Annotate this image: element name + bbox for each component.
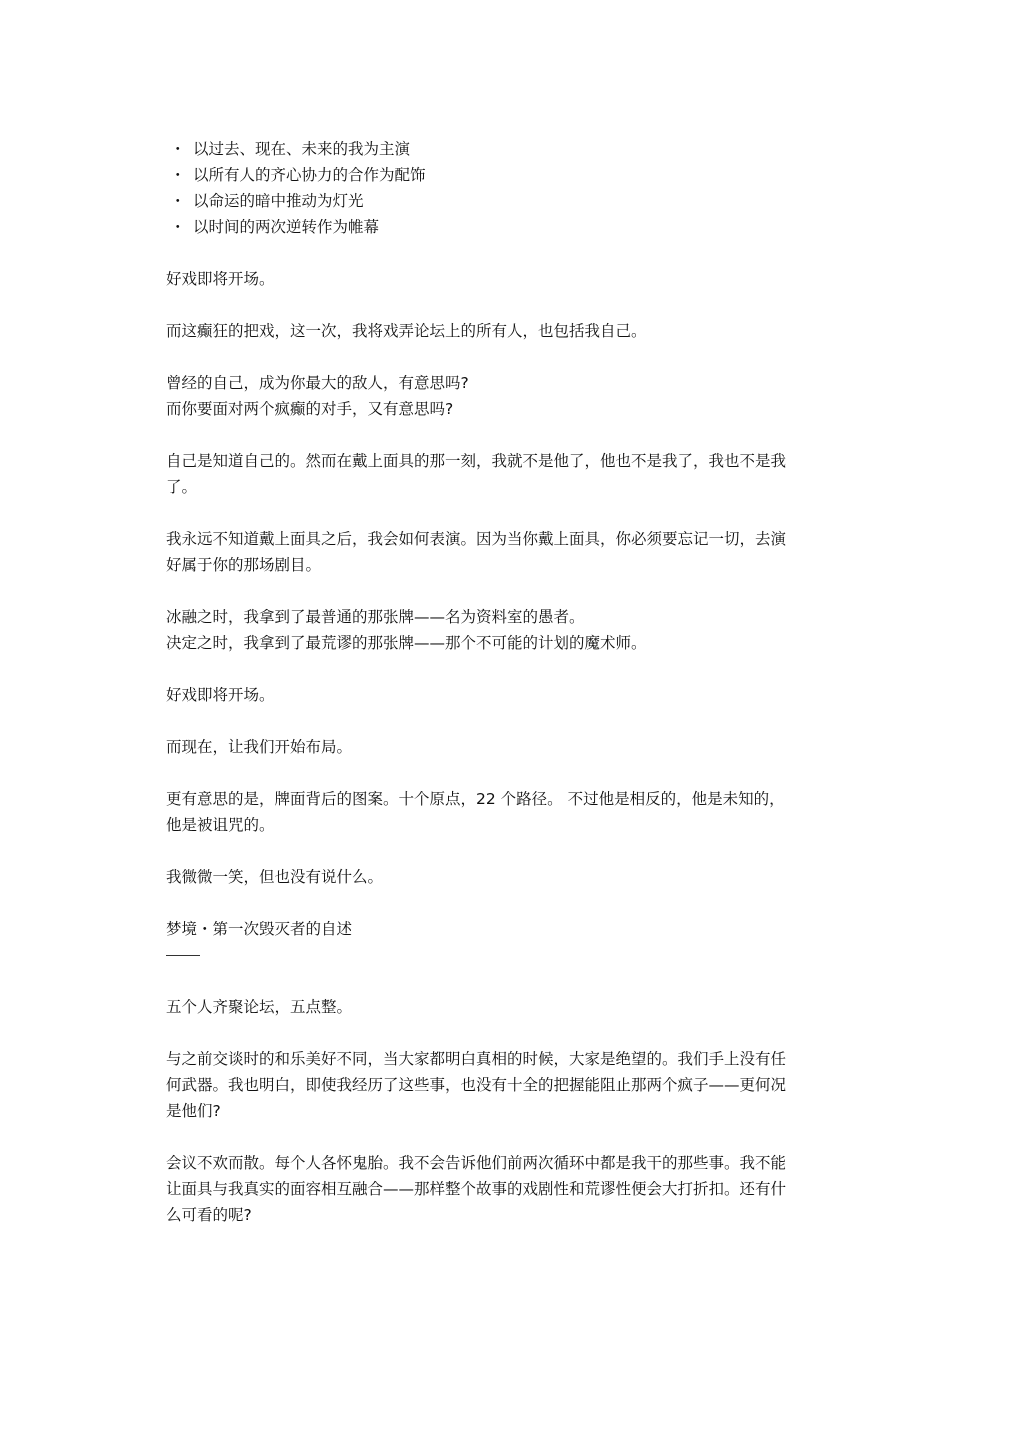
- bullet-item: [166, 162, 866, 188]
- bullet-marker: ・: [170, 218, 186, 236]
- text-line: 了。: [166, 478, 198, 496]
- paragraph: [166, 266, 866, 292]
- bullet-marker: ・: [170, 166, 186, 184]
- paragraph: [166, 786, 866, 838]
- bullet-item: [166, 188, 866, 214]
- bullet-marker: ・: [170, 140, 186, 158]
- section-heading: [166, 916, 866, 942]
- paragraph: [166, 604, 866, 656]
- text-line: 我微微一笑，但也没有说什么。: [166, 868, 384, 886]
- bullet-text: 以所有人的齐心协力的合作为配饰: [193, 166, 426, 184]
- text-line: 让面具与我真实的面容相互融合——那样整个故事的戏剧性和荒谬性便会大打折扣。还有什: [166, 1180, 787, 1198]
- text-line: 好戏即将开场。: [166, 686, 275, 704]
- text-line: 是他们?: [166, 1102, 221, 1120]
- paragraph: [166, 864, 866, 890]
- bullet-list: [166, 136, 866, 240]
- paragraph: [166, 1150, 866, 1228]
- text-line: 么可看的呢?: [166, 1206, 252, 1224]
- paragraph: [166, 682, 866, 708]
- text-line: 而这癫狂的把戏，这一次，我将戏弄论坛上的所有人，也包括我自己。: [166, 322, 647, 340]
- text-line: 梦境・第一次毁灭者的自述: [166, 920, 353, 938]
- text-line: 冰融之时，我拿到了最普通的那张牌——名为资料室的愚者。: [166, 608, 585, 626]
- bullet-text: 以时间的两次逆转作为帷幕: [193, 218, 380, 236]
- bullet-item: [166, 136, 866, 162]
- bullet-item: [166, 214, 866, 240]
- paragraph: [166, 1046, 866, 1124]
- text-line: 我永远不知道戴上面具之后，我会如何表演。因为当你戴上面具，你必须要忘记一切，去演: [166, 530, 787, 548]
- paragraph: [166, 526, 866, 578]
- paragraph: [166, 318, 866, 344]
- text-line: 曾经的自己，成为你最大的敌人，有意思吗?: [166, 374, 469, 392]
- text-line: 与之前交谈时的和乐美好不同，当大家都明白真相的时候，大家是绝望的。我们手上没有任: [166, 1050, 787, 1068]
- document-page: [166, 136, 866, 1254]
- text-line: 而现在，让我们开始布局。: [166, 738, 353, 756]
- section-divider: [166, 955, 200, 956]
- paragraph: [166, 994, 866, 1020]
- text-line: 他是被诅咒的。: [166, 816, 275, 834]
- text-line: 会议不欢而散。每个人各怀鬼胎。我不会告诉他们前两次循环中都是我干的那些事。我不能: [166, 1154, 787, 1172]
- bullet-text: 以命运的暗中推动为灯光: [193, 192, 364, 210]
- text-line: 五个人齐聚论坛，五点整。: [166, 998, 353, 1016]
- text-line: 自己是知道自己的。然而在戴上面具的那一刻，我就不是他了，他也不是我了，我也不是我: [166, 452, 787, 470]
- text-line: 而你要面对两个疯癫的对手，又有意思吗?: [166, 400, 454, 418]
- text-line: 好属于你的那场剧目。: [166, 556, 322, 574]
- text-line: 好戏即将开场。: [166, 270, 275, 288]
- bullet-marker: ・: [170, 192, 186, 210]
- bullet-text: 以过去、现在、未来的我为主演: [193, 140, 411, 158]
- paragraph: [166, 370, 866, 422]
- paragraph: [166, 448, 866, 500]
- text-line: 决定之时，我拿到了最荒谬的那张牌——那个不可能的计划的魔术师。: [166, 634, 647, 652]
- text-line: 何武器。我也明白，即使我经历了这些事，也没有十全的把握能阻止那两个疯子——更何况: [166, 1076, 787, 1094]
- text-line: 更有意思的是，牌面背后的图案。十个原点，22 个路径。 不过他是相反的，他是未知的，: [166, 790, 785, 808]
- paragraph: [166, 734, 866, 760]
